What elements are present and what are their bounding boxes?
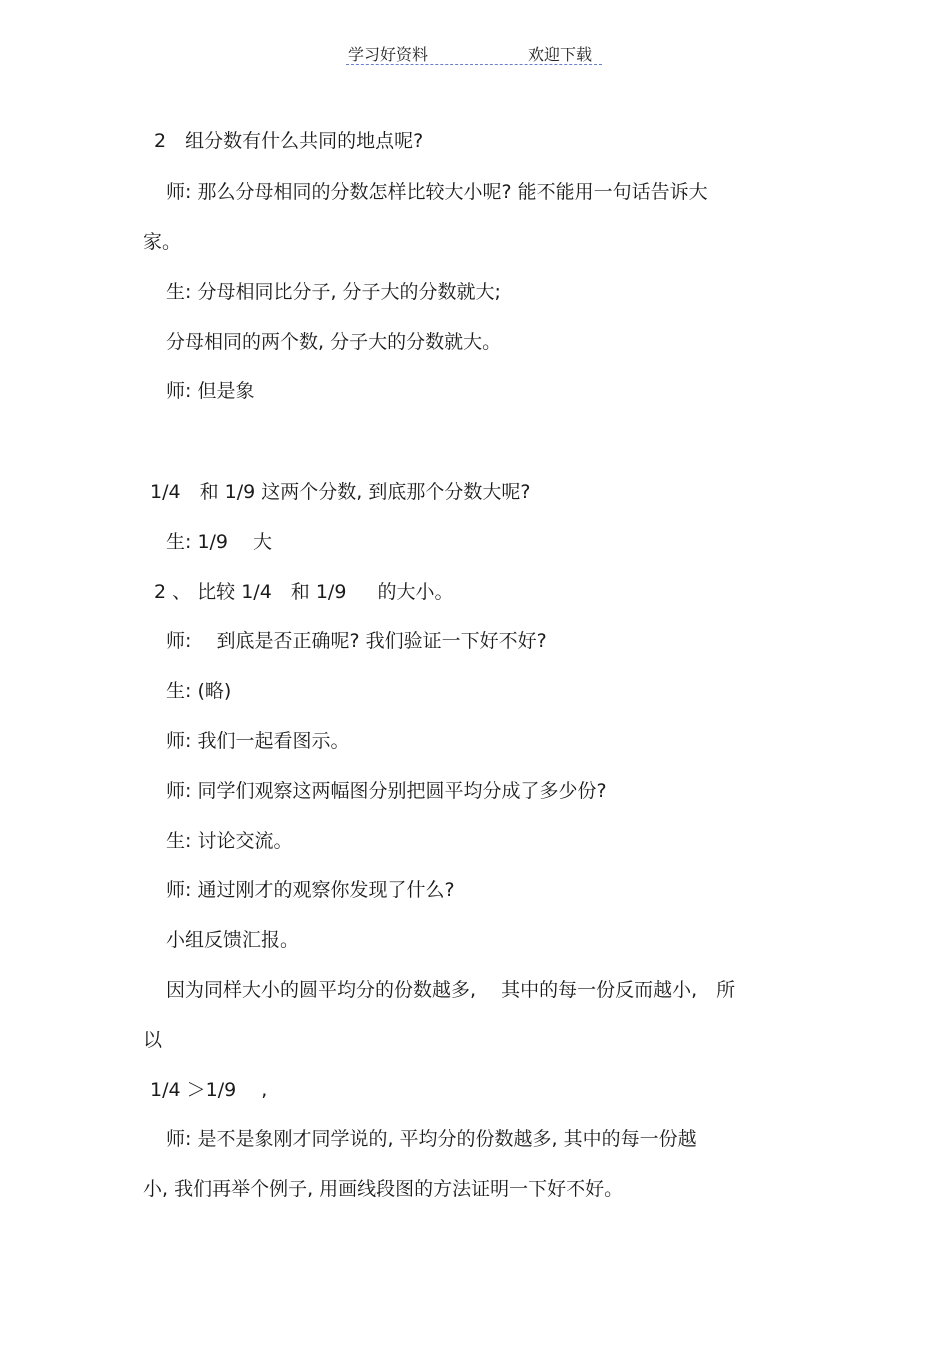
text-line: 师: 但是象 [166,380,255,402]
text-line: 生: 1/9 大 [166,531,273,553]
text-line: 师: 同学们观察这两幅图分别把圆平均分成了多少份? [166,780,607,802]
header-right-text: 欢迎下载 [528,45,593,64]
header-left-text: 学习好资料 [348,45,429,64]
text-line: 小组反馈汇报。 [166,929,300,951]
text-line: 师: 通过刚才的观察你发现了什么? [166,879,455,901]
text-line: 生: 讨论交流。 [166,830,293,852]
text-line: 师: 到底是否正确呢? 我们验证一下好不好? [166,630,547,652]
page-header [346,40,602,65]
text-line: 1/4 ＞1/9 , [150,1079,268,1101]
text-line: 因为同样大小的圆平均分的份数越多, 其中的每一份反而越小, 所 [166,979,736,1001]
text-line: 以 [143,1029,163,1051]
text-line: 分母相同的两个数, 分子大的分数就大。 [166,331,502,353]
text-line: 生: (略) [166,680,232,702]
text-line: 小, 我们再举个例子, 用画线段图的方法证明一下好不好。 [143,1178,624,1200]
text-line: 师: 是不是象刚才同学说的, 平均分的份数越多, 其中的每一份越 [166,1128,697,1150]
text-line: 生: 分母相同比分子, 分子大的分数就大; [166,281,501,303]
text-line: 1/4 和 1/9 这两个分数, 到底那个分数大呢? [150,481,531,503]
text-line: 家。 [143,231,182,253]
text-line: 师: 我们一起看图示。 [166,730,350,752]
text-line: 师: 那么分母相同的分数怎样比较大小呢? 能不能用一句话告诉大 [166,181,708,203]
text-line: 2 、 比较 1/4 和 1/9 的大小。 [154,581,454,603]
text-line: 2 组分数有什么共同的地点呢? [154,130,424,152]
